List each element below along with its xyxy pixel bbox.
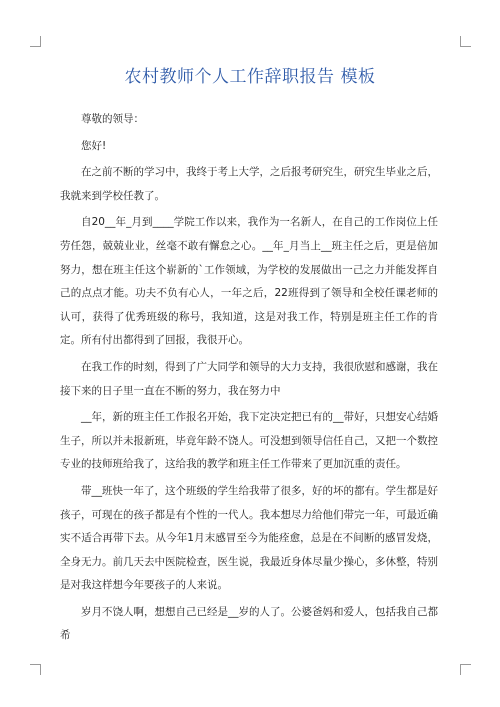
crop-mark-bottom-left <box>30 664 41 675</box>
paragraph-6: 岁月不饶人啊，想想自己已经是__岁的人了。公婆爸妈和爱人，包括我自己都希 <box>60 605 438 642</box>
paragraph-1: 在之前不断的学习中，我终于考上大学，之后报考研究生，研究生毕业之后，我就来到学校任教了。 <box>60 166 438 202</box>
salutation: 尊敬的领导： <box>81 113 144 125</box>
crop-mark-top-right <box>460 36 471 47</box>
paragraph-3: 在我工作的时刻，得到了广大同学和领导的大力支持，我很欣慰和感谢，我在接下来的日子里一直在不断的努力，我在努力中 <box>60 360 438 397</box>
paragraph-5: 带__班快一年了，这个班级的学生给我带了很多，好的坏的都有。学生都是好孩子，可现在的孩子都是有个性的一代人。我本想尽力给他们带完一年，可最近确实不适合再带下去。从今年1月末感冒至今为能痊愈，总是在不间断的感冒发烧，全身无力。前几天去中医院检查，医生说，我最近身体尽量少操心，多休整，特别是对我这样想今年要孩子的人来说。 <box>60 484 438 592</box>
greeting: 您好! <box>81 139 107 152</box>
crop-mark-bottom-right <box>460 664 471 675</box>
crop-mark-top-left <box>30 36 41 47</box>
paragraph-4: __年，新的班主任工作报名开始，我下定决定把已有的__带好，只想安心结婚生子，所以并未报新班，毕竟年龄不饶人。可没想到领导信任自己，又把一个数控专业的技师班给我了，这给我的教学和班主任工作带来了更加沉重的责任。 <box>60 411 438 471</box>
document-body <box>60 108 438 651</box>
paragraph-2: 自20__年_月到____学院工作以来，我作为一名新人，在自己的工作岗位上任劳任怨，兢兢业业，丝毫不敢有懈怠之心。__年_月当上__班主任之后，更是倍加努力，想在班主任这个崭新的`工作领域，为学校的发展做出一己之力并能发挥自己的点点才能。功夫不负有心人，一年之后，22班得到了领导和全校任课老师的认可，获得了优秀班级的称号，我知道，这是对我工作，特别是班主任工作的肯定。所有付出都得到了回报，我很开心。 <box>60 216 438 347</box>
document-title: 农村教师个人工作辞职报告 模板 <box>124 67 376 87</box>
